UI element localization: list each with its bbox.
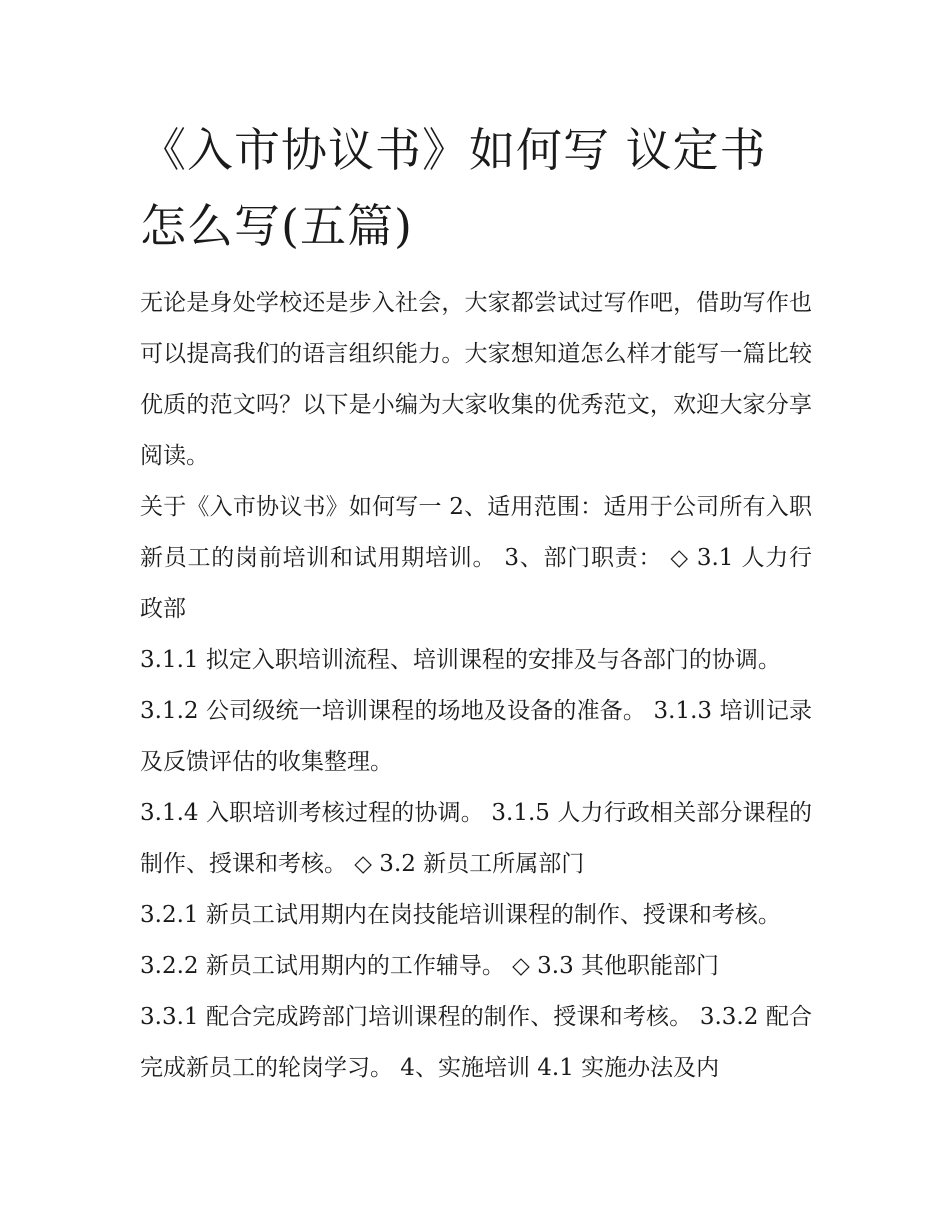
body-paragraph: 3.1.1 拟定入职培训流程、培训课程的安排及与各部门的协调。	[140, 647, 781, 673]
body-paragraph: 关于《入市协议书》如何写一 2、适用范围：适用于公司所有入职新员工的岗前培训和试用期培训。 3、部门职责： ◇ 3.1 人力行政部	[140, 494, 812, 622]
document-title: 《入市协议书》如何写 议定书怎么写(五篇)	[140, 123, 767, 253]
body-paragraph: 3.3.1 配合完成跨部门培训课程的制作、授课和考核。 3.3.2 配合完成新员工的轮岗学习。 4、实施培训 4.1 实施办法及内	[140, 1004, 812, 1081]
intro-paragraph: 无论是身处学校还是步入社会，大家都尝试过写作吧，借助写作也可以提高我们的语言组织能力。大家想知道怎么样才能写一篇比较优质的范文吗？以下是小编为大家收集的优秀范文，欢迎大家分享阅读。	[140, 290, 812, 469]
body-paragraph: 3.2.2 新员工试用期内的工作辅导。 ◇ 3.3 其他职能部门	[140, 953, 720, 979]
body-paragraph: 3.2.1 新员工试用期内在岗技能培训课程的制作、授课和考核。	[140, 902, 781, 928]
body-paragraph: 3.1.4 入职培训考核过程的协调。 3.1.5 人力行政相关部分课程的制作、授课和考核。 ◇ 3.2 新员工所属部门	[140, 800, 812, 877]
body-paragraph: 3.1.2 公司级统一培训课程的场地及设备的准备。 3.1.3 培训记录及反馈评估的收集整理。	[140, 698, 812, 775]
document-page	[140, 112, 812, 1094]
